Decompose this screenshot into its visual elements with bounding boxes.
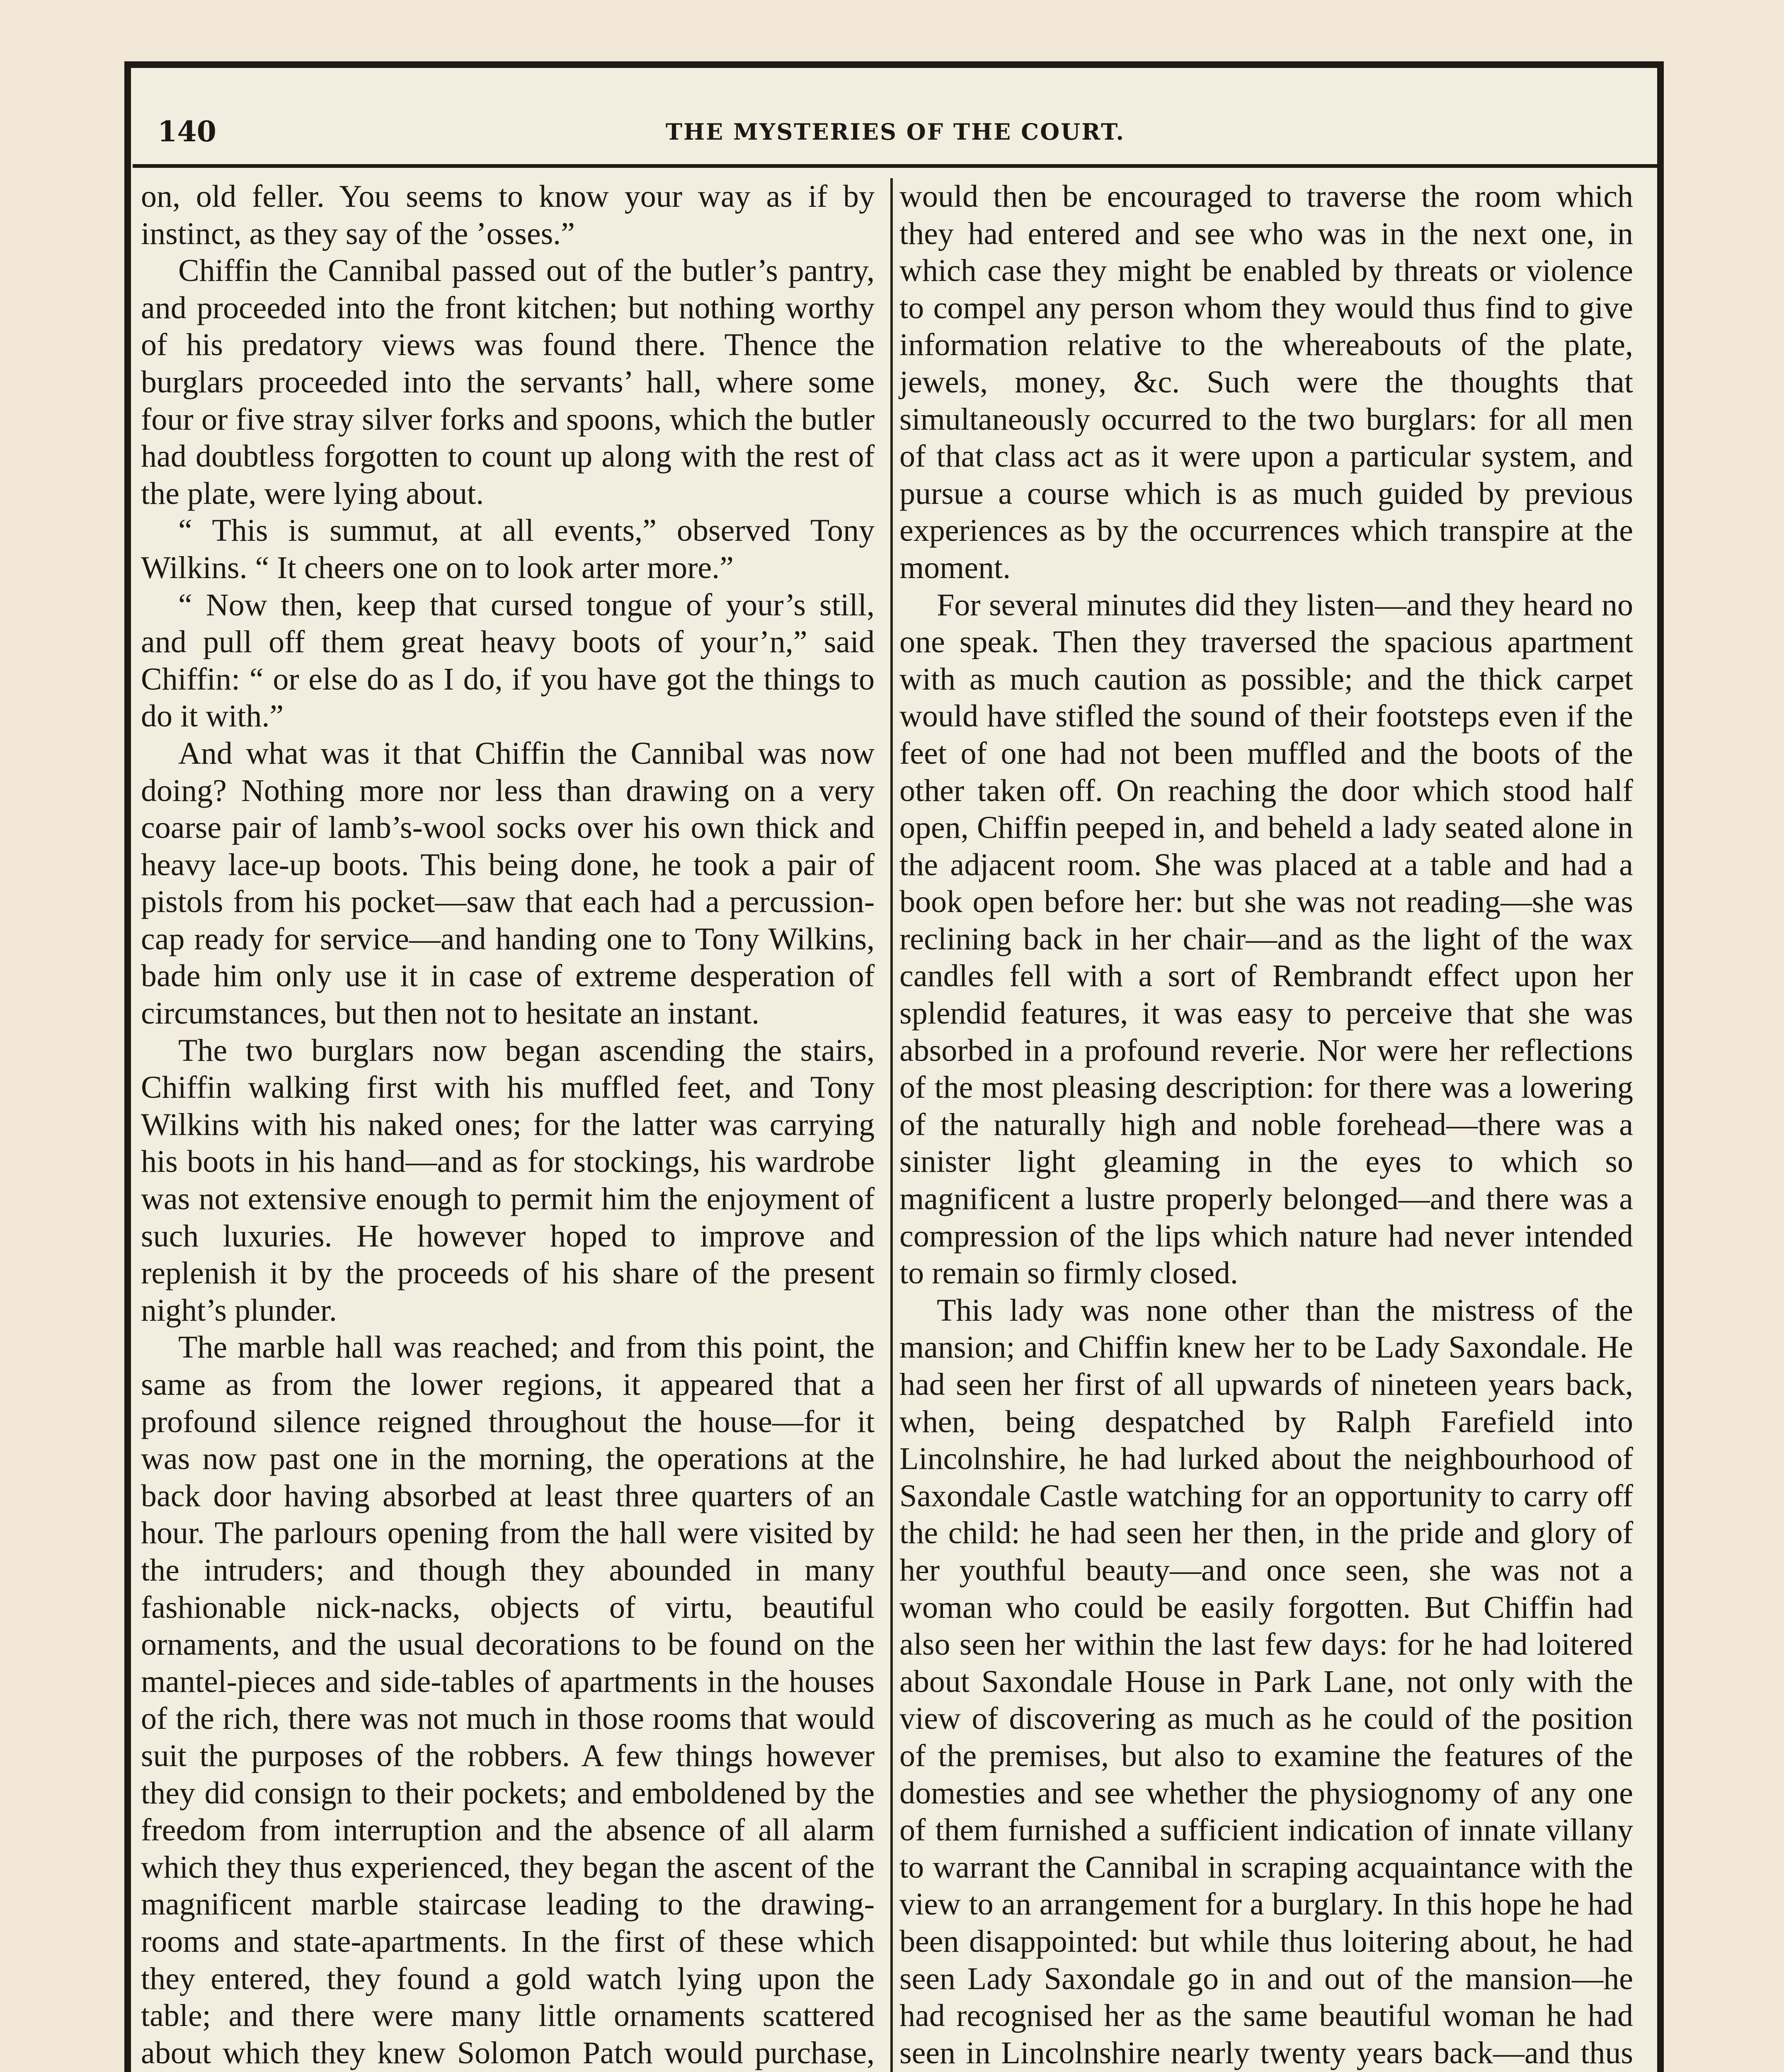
paragraph: This lady was none other than the mistress of the mansion; and Chiffin knew her to be Lady Saxondale. He had seen her first of all upwards of nineteen years back, when, being despatched by Ralph Farefield into Lincolnshire, he had lurked about the neighbourhood of Saxondale Castle watching for an opportunity to carry off the child: he had seen her then, in the pride and glory of her youthful beauty—and once seen, she was not a woman who could be easily forgotten. But Chiffin had also seen her within the last few days: for he had loitered about Saxondale House in Park Lane, not only with the view of discovering as much as he could of the position of the premises, but also to examine the features of the domesties and see whether the physiognomy of any one of them furnished a sufficient indication of innate villany to warrant the Cannibal in scraping acquaintance with the view to an arrangement for a burglary. In this hope he had been disappointed: but while thus loitering about, he had seen Lady Saxondale go in and out of the mansion—he had recognised her as the same beautiful woman he had seen in Lincolnshire nearly twenty years back—and thus (899, 1293, 1633, 2070)
paragraph: on, old feller. You seems to know your way as if by instinct, as they say of the ’osses.” (141, 179, 875, 251)
paragraph: “ Now then, keep that cursed tongue of your’s still, and pull off them great heavy boots of your’n,” said Chiffin: “ or else do as I do, if you have got the things to do it with.” (141, 587, 875, 734)
paragraph: The marble hall was reached; and from this point, the same as from the lower regions, it appeared that a profound silence reigned throughout the house—for it was now past one in the morning, the operations at the back door having absorbed at least three quarters of an hour. The parlours opening from the hall were visited by the intruders; and though they abounded in many fashionable nick-nacks, objects of virtu, beautiful ornaments, and the usual decorations to be found on the mantel-pieces and side-tables of apartments in the houses of the rich, there was not much in those rooms that would suit the purposes of the robbers. A few things however they did consign to their pockets; and emboldened by the freedom from interruption and the absence of all alarm which they thus experienced, they began the ascent of the magnificent marble staircase leading to the drawing-rooms and state-apartments. In the first of these which they entered, they found a gold watch lying upon the table; and there were many little ornaments scattered about which they knew Solomon Patch would purchase, (141, 1330, 875, 2070)
page-header (158, 111, 1633, 152)
running-title: THE MYSTERIES OF THE COURT. (665, 119, 1125, 145)
paragraph: The two burglars now began ascending the stairs, Chiffin walking first with his muffled feet, and Tony Wilkins with his naked ones; for the latter was carrying his boots in his hand—and as for stockings, his wardrobe was not extensive enough to permit him the enjoyment of such luxuries. He however hoped to improve and replenish it by the proceeds of his share of the present night’s plunder. (141, 1033, 875, 1328)
paragraph: For several minutes did they listen—and they heard no one speak. Then they traversed the spacious apartment with as much caution as possible; and the thick carpet would have stifled the sound of their footsteps even if the feet of one had not been muffled and the boots of the other taken off. On reaching the door which stood half open, Chiffin peeped in, and beheld a lady seated alone in the adjacent room. She was placed at a table and had a book open before her: but she was not reading—she was reclining back in her chair—and as the light of the wax candles fell with a sort of Rembrandt effect upon her splendid features, it was easy to perceive that she was absorbed in a profound reverie. Nor were her reflections of the most pleasing description: for there was a lowering of the naturally high and noble forehead—there was a sinister light gleaming in the eyes to which so magnificent a lustre properly belonged—and there was a compression of the lips which nature had never intended to remain so firmly closed. (899, 587, 1633, 1291)
paragraph: “ This is summut, at all events,” observed Tony Wilkins. “ It cheers one on to look arter more.” (141, 513, 875, 585)
left-column (141, 178, 875, 2072)
column-divider (890, 178, 893, 2072)
right-column (899, 178, 1633, 2072)
paragraph: would then be encouraged to traverse the room which they had entered and see who was in the next one, in which case they might be enabled by threats or violence to compel any person whom they would thus find to give information relative to the whereabouts of the plate, jewels, money, &c. Such were the thoughts that simultaneously occurred to the two burglars: for all men of that class act as it were upon a particular system, and pursue a course which is as much guided by previous experiences as by the occurrences which transpire at the moment. (899, 179, 1633, 585)
paragraph: And what was it that Chiffin the Cannibal was now doing? Nothing more nor less than drawing on a very coarse pair of lamb’s-wool socks over his own thick and heavy lace-up boots. This being done, he took a pair of pistols from his pocket—saw that each had a percussion-cap ready for service—and handing one to Tony Wilkins, bade him only use it in case of extreme desperation of circumstances, but then not to hesitate an instant. (141, 736, 875, 1031)
header-rule (133, 164, 1658, 168)
paragraph: Chiffin the Cannibal passed out of the butler’s pantry, and proceeded into the front kitchen; but nothing worthy of his predatory views was found there. Thence the burglars proceeded into the servants’ hall, where some four or five stray silver forks and spoons, which the butler had doubtless forgotten to count up along with the rest of the plate, were lying about. (141, 253, 875, 511)
page-number: 140 (158, 115, 216, 148)
